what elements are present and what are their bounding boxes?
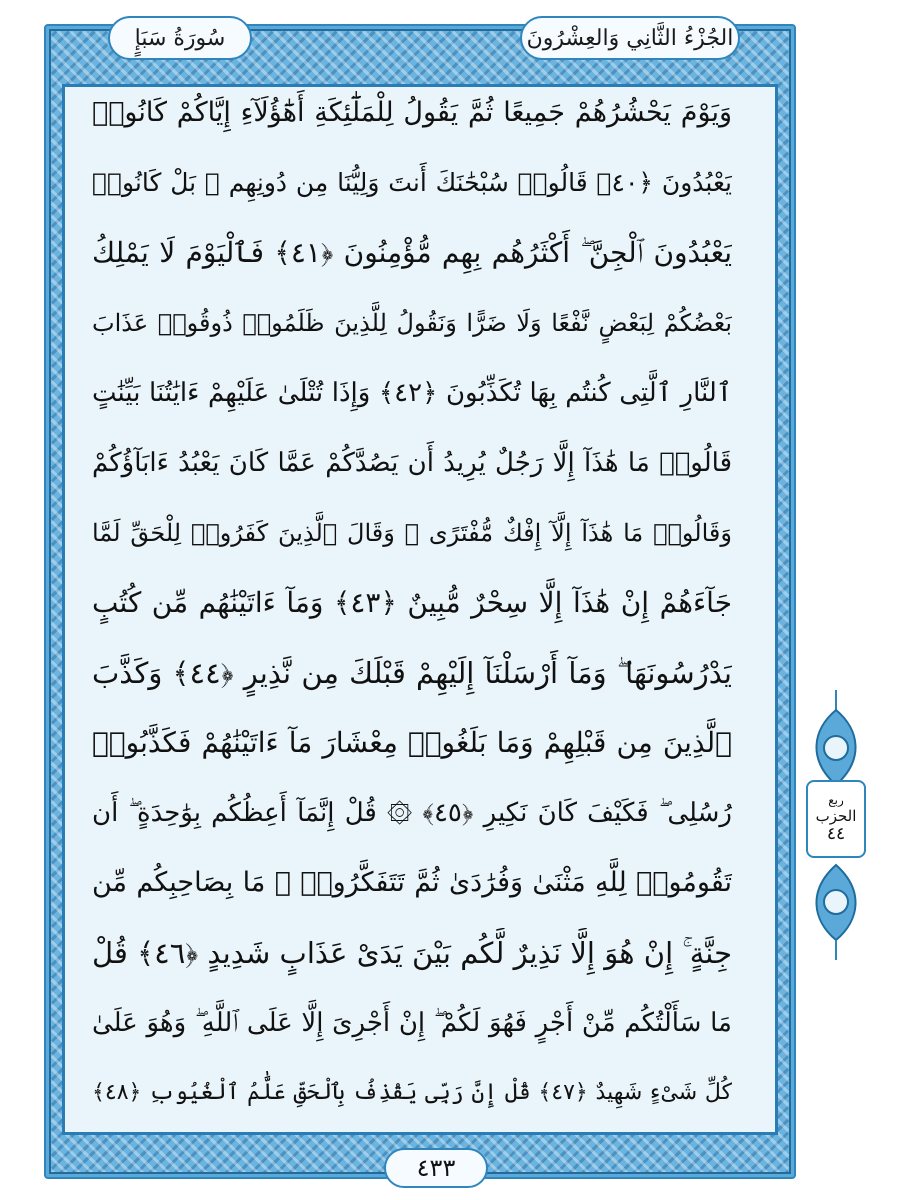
text-line: وَقَالُوا۟ مَا هَٰذَآ إِلَّآ إِفْكٌ مُّفْتَرًى ۚ وَقَالَ ٱلَّذِينَ كَفَرُوا۟ لِلْحَقِّ لَمَّا	[92, 519, 732, 547]
text-line: جِنَّةٍ ۚ إِنْ هُوَ إِلَّا نَذِيرٌ لَّكُم بَيْنَ يَدَىْ عَذَابٍ شَدِيدٍ ﴿٤٦﴾ قُلْ	[92, 936, 732, 970]
quran-text	[92, 88, 732, 1138]
surah-name: سُورَةُ سَبَإٍ	[134, 25, 226, 51]
page-number-text: ٤٣٣	[416, 1154, 456, 1182]
text-line: يَدْرُسُونَهَا ۖ وَمَآ أَرْسَلْنَآ إِلَيْهِمْ قَبْلَكَ مِن نَّذِيرٍ ﴿٤٤﴾ وَكَذَّبَ	[92, 656, 732, 690]
text-line: جَآءَهُمْ إِنْ هَٰذَآ إِلَّا سِحْرٌ مُّبِينٌ ﴿٤٣﴾ وَمَآ ءَاتَيْنَٰهُم مِّن كُتُبٍ	[92, 586, 732, 619]
text-line: يَعْبُدُونَ ﴿٤٠﴾ قَالُوا۟ سُبْحَٰنَكَ أَنتَ وَلِيُّنَا مِن دُونِهِم ۖ بَلْ كَانُوا۟	[92, 168, 732, 197]
text-line: مَا سَأَلْتُكُم مِّنْ أَجْرٍ فَهُوَ لَكُمْ ۖ إِنْ أَجْرِىَ إِلَّا عَلَى ٱللَّهِ ۖ وَهُوَ عَلَىٰ	[92, 1008, 732, 1038]
juz-name-cartouche	[520, 16, 740, 60]
hizb-number: ٤٤	[826, 823, 846, 844]
text-line: رُسُلِى ۖ فَكَيْفَ كَانَ نَكِيرِ ﴿٤٥﴾ ۞ قُلْ إِنَّمَآ أَعِظُكُم بِوَٰحِدَةٍ ۖ أَن	[92, 798, 732, 828]
text-line: كُلِّ شَىْءٍ شَهِيدٌ ﴿٤٧﴾ قُلْ إِنَّ رَبِّى يَقْذِفُ بِٱلْحَقِّ عَلَّٰمُ ٱلْغُيُوبِ ﴿٤٨﴾	[92, 1080, 732, 1105]
text-line: ٱلَّذِينَ مِن قَبْلِهِمْ وَمَا بَلَغُوا۟ مِعْشَارَ مَآ ءَاتَيْنَٰهُمْ فَكَذَّبُوا۟	[92, 726, 732, 759]
juz-name: الجُزْءُ الثَّانِي وَالعِشْرُونَ	[526, 25, 734, 51]
page-number	[384, 1148, 488, 1188]
text-line: بَعْضُكُمْ لِبَعْضٍ نَّفْعًا وَلَا ضَرًّا وَنَقُولُ لِلَّذِينَ ظَلَمُوا۟ ذُوقُوا۟ عَذَابَ	[92, 309, 732, 337]
text-line: تَقُومُوا۟ لِلَّهِ مَثْنَىٰ وَفُرَٰدَىٰ ثُمَّ تَتَفَكَّرُوا۟ ۚ مَا بِصَاحِبِكُم مِّن	[92, 867, 732, 898]
hizb-label: الحزب	[815, 806, 857, 825]
text-line: قَالُوا۟ مَا هَٰذَآ إِلَّا رَجُلٌ يُرِيدُ أَن يَصُدَّكُمْ عَمَّا كَانَ يَعْبُدُ ءَابَآؤُكُمْ	[92, 448, 732, 478]
surah-name-cartouche	[108, 16, 252, 60]
hizb-label-box	[806, 780, 866, 858]
text-line: ٱلنَّارِ ٱلَّتِى كُنتُم بِهَا تُكَذِّبُونَ ﴿٤٢﴾ وَإِذَا تُتْلَىٰ عَلَيْهِمْ ءَايَٰتُنَا بَيِّنَٰتٍ	[92, 378, 732, 408]
hizb-quarter-marker	[800, 690, 872, 960]
text-line: وَيَوْمَ يَحْشُرُهُمْ جَمِيعًا ثُمَّ يَقُولُ لِلْمَلَٰٓئِكَةِ أَهَٰٓؤُلَآءِ إِيَّاكُمْ كَانُوا۟	[92, 97, 732, 128]
hizb-quarter-label: ربع	[828, 792, 844, 807]
text-line: يَعْبُدُونَ ٱلْجِنَّ ۖ أَكْثَرُهُم بِهِم مُّؤْمِنُونَ ﴿٤١﴾ فَٱلْيَوْمَ لَا يَمْلِكُ	[92, 236, 732, 269]
